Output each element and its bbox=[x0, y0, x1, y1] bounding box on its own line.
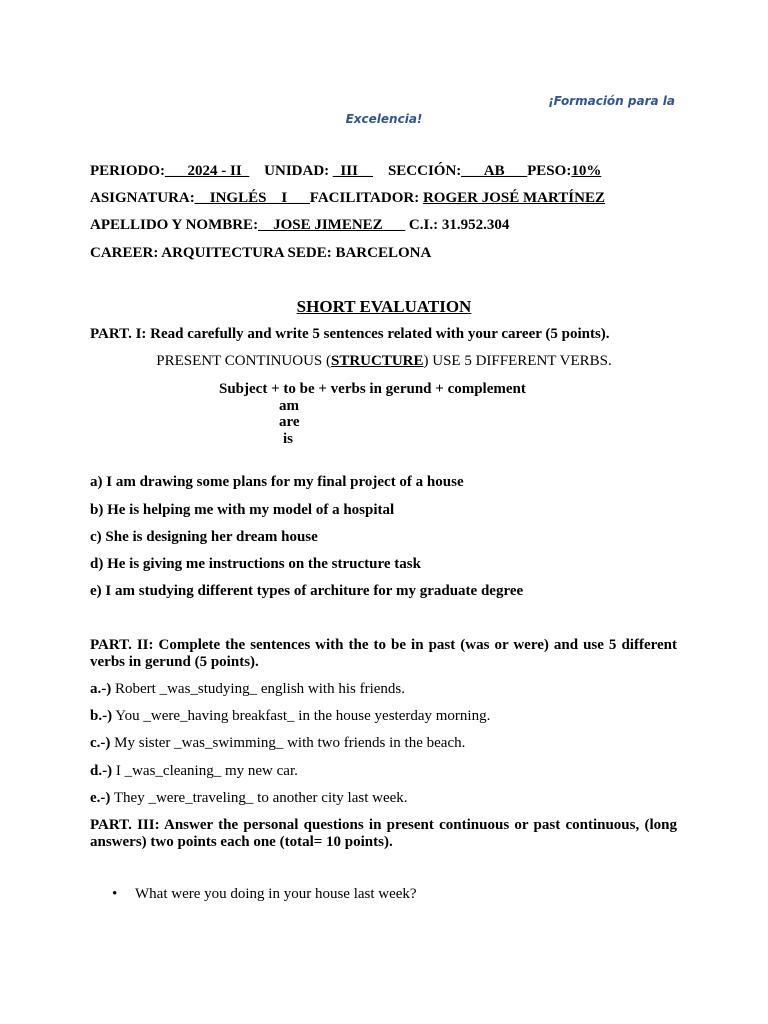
header-nombre-line bbox=[90, 217, 509, 234]
career-line: CAREER: ARQUITECTURA SEDE: BARCELONA bbox=[90, 245, 432, 261]
header-asignatura-line bbox=[90, 190, 605, 207]
motto-line-1: ¡Formación para la bbox=[548, 94, 675, 108]
answer-b: b) He is helping me with my model of a hospital bbox=[90, 502, 395, 518]
unidad-label: UNIDAD: bbox=[264, 163, 333, 179]
item-label: a.-) bbox=[90, 681, 112, 697]
part2-item-e bbox=[90, 790, 408, 807]
page-title: SHORT EVALUATION bbox=[296, 297, 472, 316]
unidad-value: _III__ bbox=[332, 163, 373, 179]
item-label: c.-) bbox=[90, 735, 111, 751]
part2-item-d bbox=[90, 763, 298, 780]
nombre-label: APELLIDO Y NOMBRE: bbox=[90, 217, 259, 233]
to-be-are: are bbox=[279, 414, 300, 430]
answer-e: e) I am studying different types of architure for my graduate degree bbox=[90, 583, 524, 599]
item-text: I _was_cleaning_ my new car. bbox=[112, 763, 298, 779]
item-label: b.-) bbox=[90, 708, 113, 724]
item-text: You _were_having breakfast_ in the house yesterday morning. bbox=[112, 708, 491, 724]
item-text: They _were_traveling_ to another city last week. bbox=[110, 790, 408, 806]
item-label: e.-) bbox=[90, 790, 111, 806]
item-text: My sister _was_swimming_ with two friends in the beach. bbox=[110, 735, 466, 751]
seccion-value: ___AB___ bbox=[461, 163, 528, 179]
to-be-is: is bbox=[283, 431, 294, 447]
facilitador-value: ROGER JOSÉ MARTÍNEZ bbox=[422, 190, 605, 206]
item-text: Robert _was_studying_ english with his friends. bbox=[111, 681, 405, 697]
seccion-label: SECCIÓN: bbox=[387, 163, 462, 179]
part2-instruction: PART. II: Complete the sentences with the to be in past (was or were) and use 5 different verbs in gerund (5 points). bbox=[90, 637, 677, 670]
subtitle-pre: PRESENT CONTINUOUS ( bbox=[156, 353, 331, 369]
header-periodo-line bbox=[90, 163, 601, 180]
answer-a: a) I am drawing some plans for my final project of a house bbox=[90, 474, 464, 490]
periodo-label: PERIODO: bbox=[90, 163, 165, 179]
part2-item-b bbox=[90, 708, 490, 725]
to-be-am: am bbox=[279, 398, 299, 414]
answer-c: c) She is designing her dream house bbox=[90, 529, 318, 545]
item-label: d.-) bbox=[90, 763, 113, 779]
part1-instruction: PART. I: Read carefully and write 5 sentences related with your career (5 points). bbox=[90, 326, 610, 342]
part3-question-1 bbox=[112, 886, 417, 903]
subtitle-post: ) USE 5 DIFFERENT VERBS. bbox=[423, 353, 612, 369]
ci-text: C.I.: 31.952.304 bbox=[405, 217, 510, 233]
nombre-value: __JOSE JIMENEZ___ bbox=[258, 217, 406, 233]
answer-d: d) He is giving me instructions on the structure task bbox=[90, 556, 421, 572]
part2-item-c bbox=[90, 735, 465, 752]
asignatura-label: ASIGNATURA: bbox=[90, 190, 195, 206]
structure-formula: Subject + to be + verbs in gerund + complement bbox=[219, 381, 526, 397]
bullet-icon: • bbox=[112, 886, 118, 902]
question-text: What were you doing in your house last week? bbox=[135, 886, 417, 902]
motto-line-2: Excelencia! bbox=[345, 112, 423, 126]
peso-value: 10% bbox=[571, 163, 602, 179]
facilitador-label: FACILITADOR: bbox=[309, 190, 423, 206]
part1-subtitle bbox=[0, 353, 768, 370]
peso-label: PESO: bbox=[527, 163, 572, 179]
subtitle-structure: STRUCTURE bbox=[330, 353, 424, 369]
part2-item-a bbox=[90, 681, 405, 698]
part3-instruction: PART. III: Answer the personal questions in present continuous or past continuous, (long answers) two points each one (total= 10 points). bbox=[90, 817, 677, 850]
asignatura-value: __INGLÉS__I___ bbox=[194, 190, 310, 206]
periodo-value: ___2024 - II_ bbox=[165, 163, 250, 179]
